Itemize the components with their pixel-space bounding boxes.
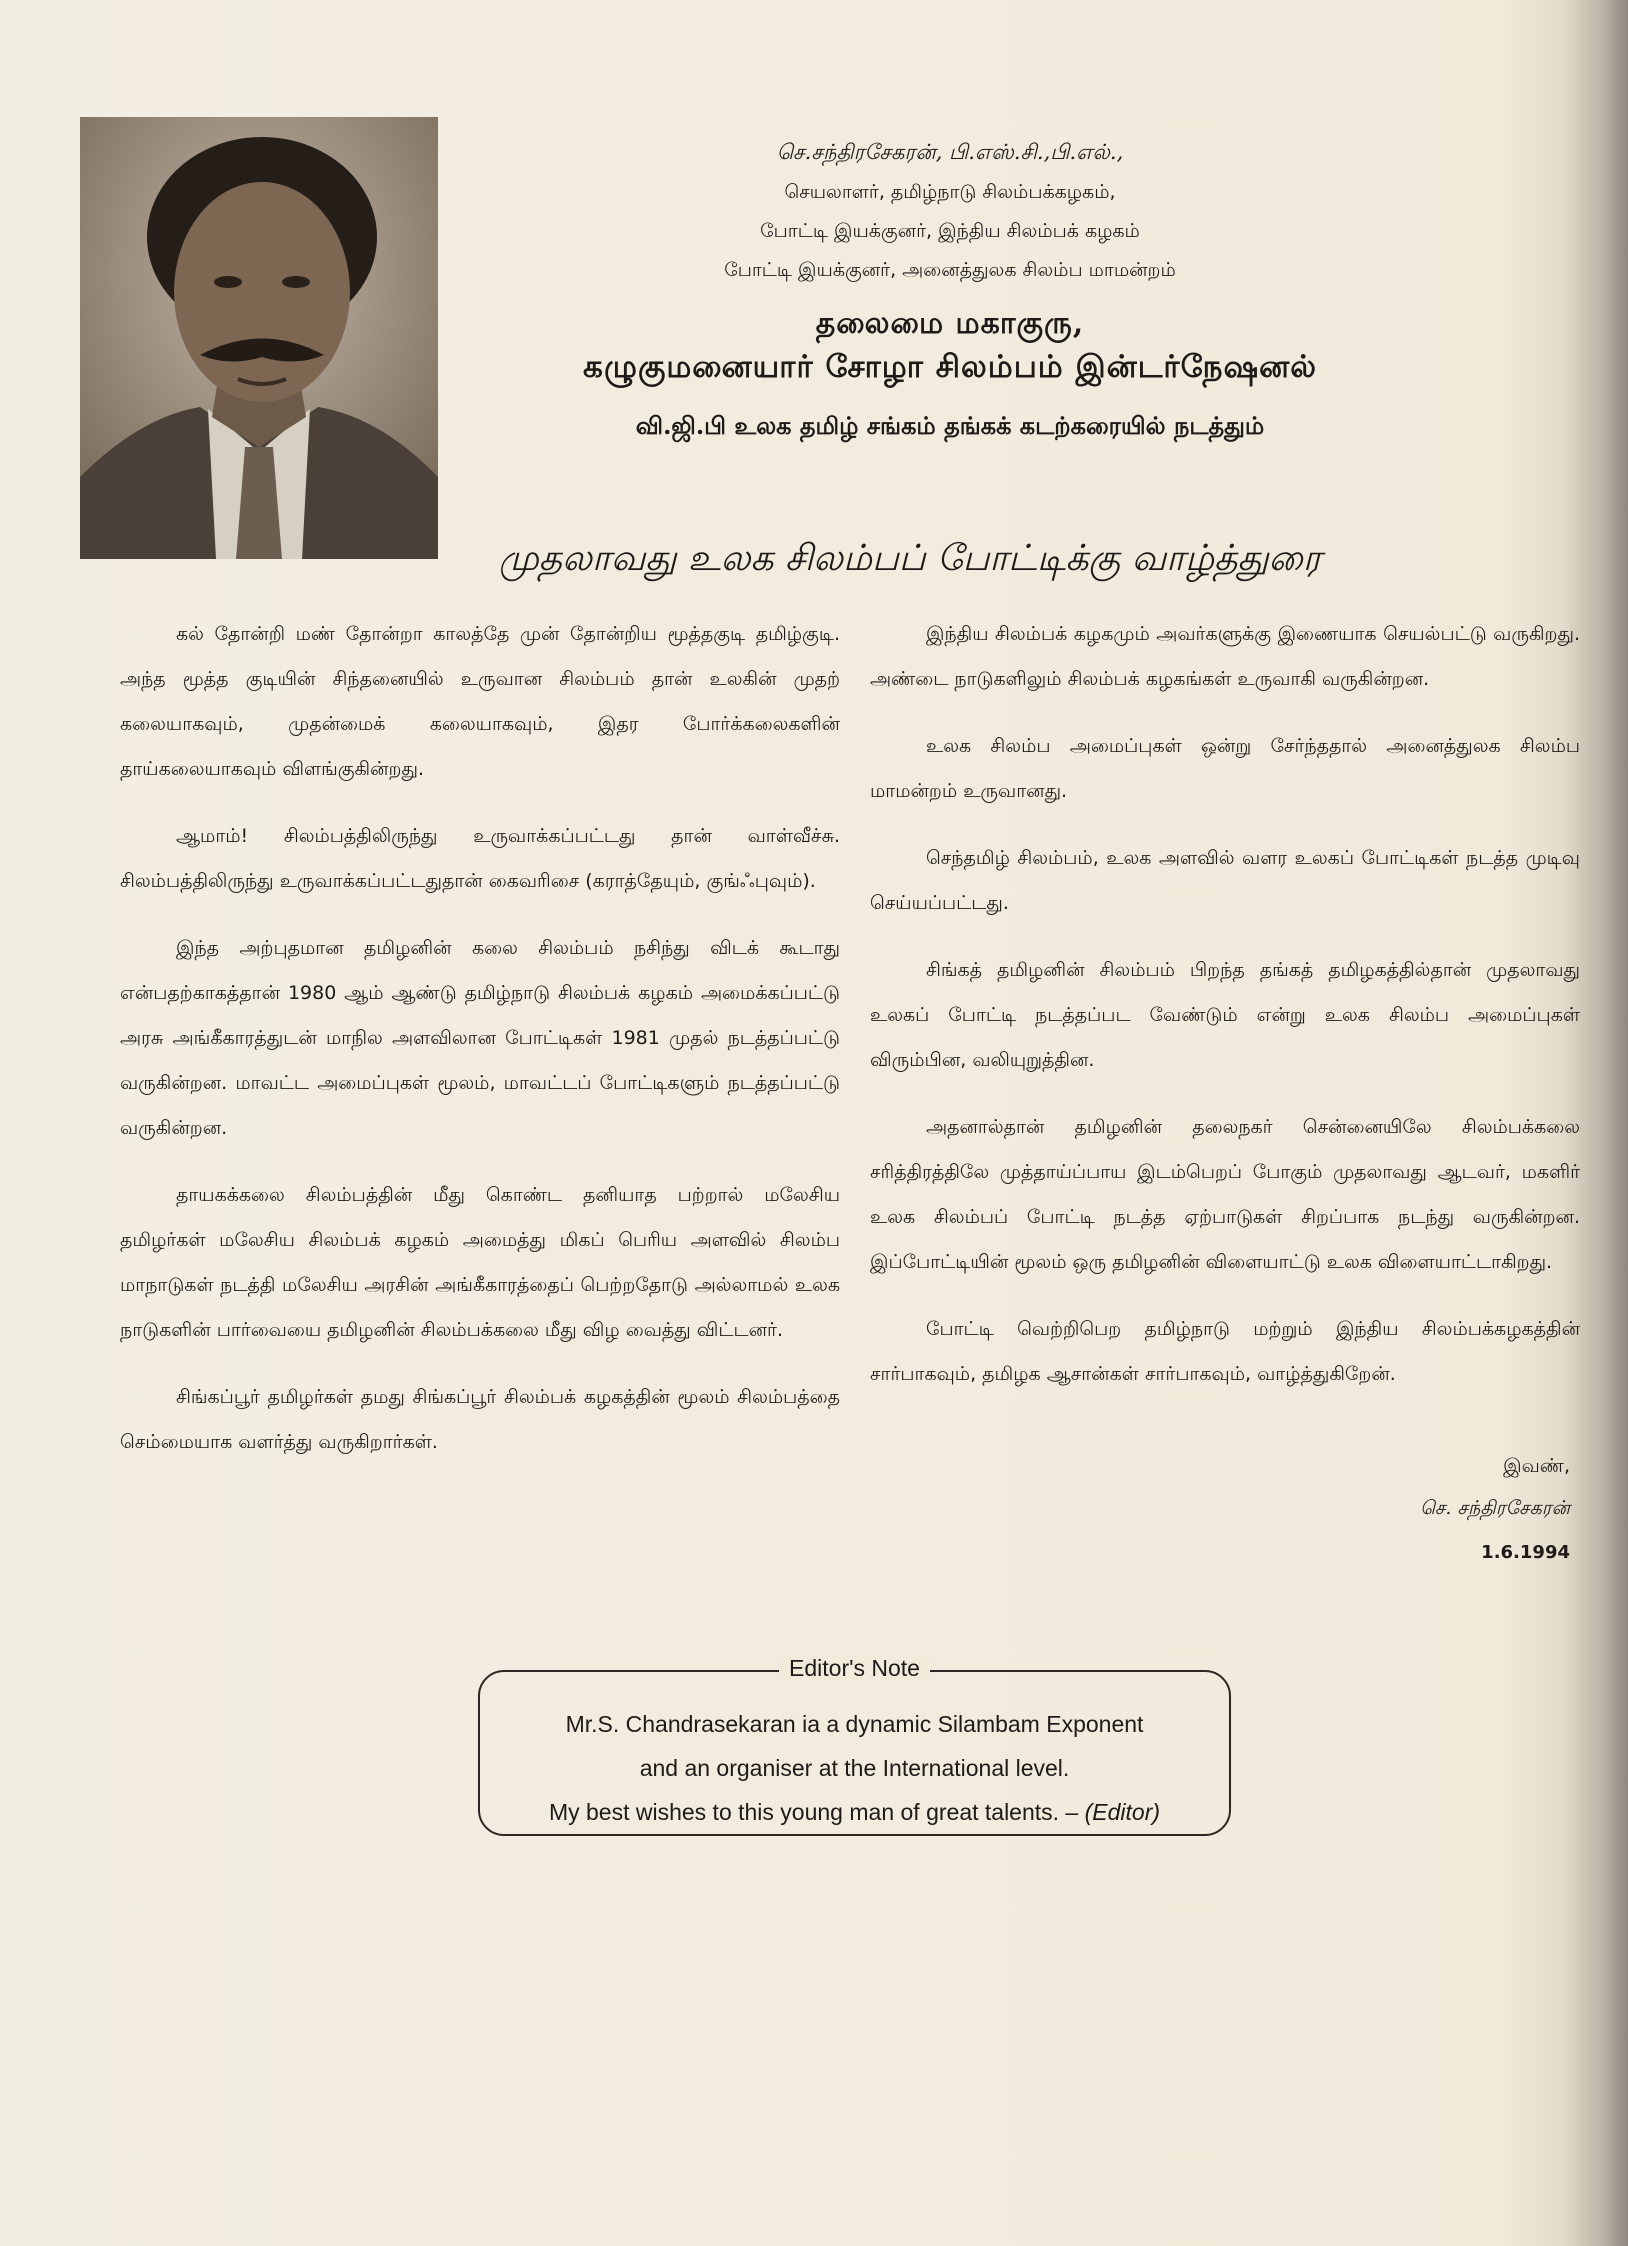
- right-column: [870, 612, 1580, 1419]
- title-line-2: கழுகுமனையார் சோழா சிலம்பம் இன்டர்நேஷனல்: [583, 349, 1317, 385]
- editors-note-signature: (Editor): [1084, 1799, 1161, 1825]
- paragraph: போட்டி வெற்றிபெற தமிழ்நாடு மற்றும் இந்திய சிலம்பக்கழகத்தின் சார்பாகவும், தமிழக ஆசான்கள் சார்பாகவும், வாழ்த்துகிறேன்.: [870, 1318, 1580, 1385]
- editors-note-title-wrap: [480, 1655, 1229, 1682]
- editors-note-line-1: Mr.S. Chandrasekaran ia a dynamic Silambam Exponent: [565, 1711, 1144, 1737]
- paragraph: செந்தமிழ் சிலம்பம், உலக அளவில் வளர உலகப் போட்டிகள் நடத்த முடிவு செய்யப்பட்டது.: [870, 847, 1580, 914]
- author-name: செ.சந்திரசேகரன், பி.எஸ்.சி.,பி.எல்.,: [776, 140, 1124, 164]
- editors-note-line-3: My best wishes to this young man of great talents. –: [548, 1799, 1079, 1825]
- paragraph: கல் தோன்றி மண் தோன்றா காலத்தே முன் தோன்றிய மூத்தகுடி தமிழ்குடி. அந்த மூத்த குடியின் சிந்தனையில் உருவான சிலம்பம் தான் உலகின் முதற் கலையாகவும், முதன்மைக் கலையாகவும், இதர போர்க்கலைகளின் தாய்கலையாகவும் விளங்குகின்றது.: [120, 623, 840, 780]
- role-indian-director: போட்டி இயக்குனர், இந்திய சிலம்பக் கழகம்: [760, 220, 1140, 242]
- paragraph: உலக சிலம்ப அமைப்புகள் ஒன்று சேர்ந்ததால் அனைத்துலக சிலம்ப மாமன்றம் உருவானது.: [870, 735, 1580, 802]
- signoff-greeting: இவண்,: [1503, 1455, 1570, 1477]
- paragraph: சிங்கப்பூர் தமிழர்கள் தமது சிங்கப்பூர் சிலம்பக் கழகத்தின் மூலம் சிலம்பத்தை செம்மையாக வளர்த்து வருகிறார்கள்.: [120, 1386, 840, 1453]
- signoff-name: செ. சந்திரசேகரன்: [1420, 1497, 1570, 1519]
- paragraph: ஆமாம்! சிலம்பத்திலிருந்து உருவாக்கப்பட்டது தான் வாள்வீச்சு. சிலம்பத்திலிருந்து உருவாக்கப்பட்டதுதான் கைவரிசை (கராத்தேயும், குங்ஃபுவும்).: [120, 825, 840, 892]
- portrait-photo: [80, 117, 438, 559]
- paragraph: சிங்கத் தமிழனின் சிலம்பம் பிறந்த தங்கத் தமிழகத்தில்தான் முதலாவது உலகப் போட்டி நடத்தப்பட வேண்டும் என்று உலக சிலம்ப அமைப்புகள் விரும்பின, வலியுறுத்தின.: [870, 959, 1580, 1071]
- editors-note-text: [480, 1702, 1229, 1834]
- greeting-title: முதலாவது உலக சிலம்பப் போட்டிக்கு வாழ்த்துரை: [498, 538, 1322, 579]
- role-international-director: போட்டி இயக்குனர், அனைத்துலக சிலம்ப மாமன்றம்: [724, 259, 1176, 281]
- header-block: [440, 140, 1460, 443]
- paragraph: தாயகக்கலை சிலம்பத்தின் மீது கொண்ட தனியாத பற்றால் மலேசிய தமிழர்கள் மலேசிய சிலம்பக் கழகம் அமைத்து மிகப் பெரிய அளவில் சிலம்ப மாநாடுகள் நடத்தி மலேசிய அரசின் அங்கீகாரத்தைப் பெற்றதோடு அல்லாமல் உலக நாடுகளின் பார்வையை தமிழனின் சிலம்பக்கலை மீது விழ வைத்து விட்டனர்.: [120, 1184, 840, 1341]
- paragraph: இந்திய சிலம்பக் கழகமும் அவர்களுக்கு இணையாக செயல்பட்டு வருகிறது. அண்டை நாடுகளிலும் சிலம்பக் கழகங்கள் உருவாகி வருகின்றன.: [870, 623, 1580, 690]
- signoff-date: 1.6.1994: [1481, 1542, 1570, 1563]
- portrait-illustration: [80, 117, 438, 559]
- editors-note-line-2: and an organiser at the International level.: [639, 1755, 1070, 1781]
- title-line-1: தலைமை மகாகுரு,: [815, 306, 1085, 341]
- paragraph: அதனால்தான் தமிழனின் தலைநகர் சென்னையிலே சிலம்பக்கலை சரித்திரத்திலே முத்தாய்ப்பாய இடம்பெறப் போகும் முதலாவது ஆடவர், மகளிர் உலக சிலம்பப் போட்டி நடத்த ஏற்பாடுகள் சிறப்பாக நடந்து வருகின்றன. இப்போட்டியின் மூலம் ஒரு தமிழனின் விளையாட்டு உலக விளையாட்டாகிறது.: [870, 1116, 1580, 1273]
- editors-note-line-3-wrap: [480, 1790, 1229, 1834]
- event-line: வி.ஜி.பி உலக தமிழ் சங்கம் தங்கக் கடற்கரையில் நடத்தும்: [635, 411, 1265, 440]
- left-column: [120, 612, 840, 1487]
- role-secretary: செயலாளர், தமிழ்நாடு சிலம்பக்கழகம்,: [784, 181, 1116, 203]
- paragraph: இந்த அற்புதமான தமிழனின் கலை சிலம்பம் நசிந்து விடக் கூடாது என்பதற்காகத்தான் 1980 ஆம் ஆண்டு தமிழ்நாடு சிலம்பக் கழகம் அமைக்கப்பட்டு அரசு அங்கீகாரத்துடன் மாநில அளவிலான போட்டிகள் 1981 முதல் நடத்தப்பட்டு வருகின்றன. மாவட்ட அமைப்புகள் மூலம், மாவட்டப் போட்டிகளும் நடத்தப்பட்டு வருகின்றன.: [120, 937, 840, 1139]
- editors-note-title: Editor's Note: [779, 1655, 930, 1681]
- editors-note-box: [478, 1655, 1231, 1836]
